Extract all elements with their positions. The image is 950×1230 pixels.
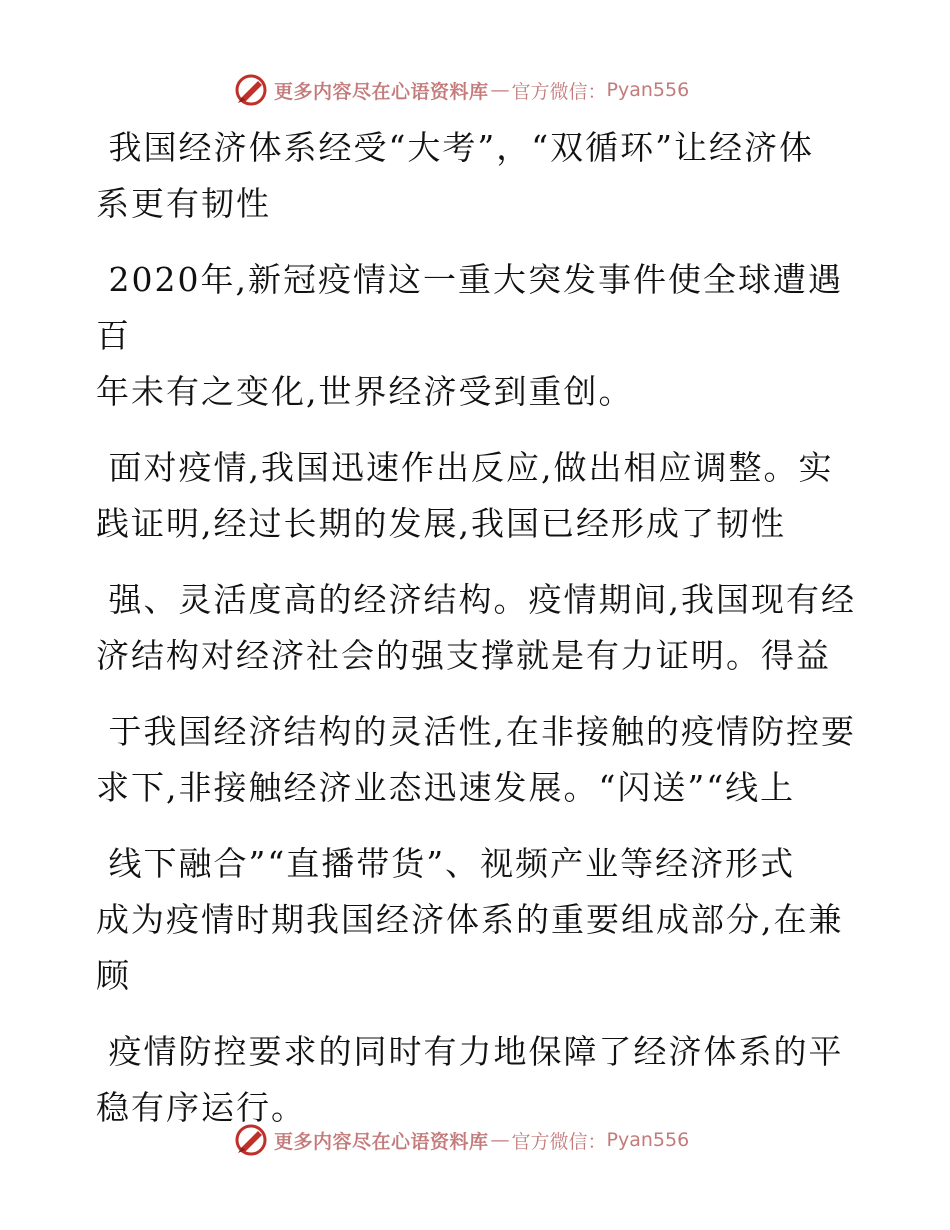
pen-logo-icon [234, 1123, 268, 1157]
watermark-wechat-id: Pyan556 [606, 79, 690, 101]
paragraph: 我国经济体系经受“大考”，“双循环”让经济体 系更有韧性 [96, 128, 814, 223]
paragraph: 面对疫情,我国迅速作出反应,做出相应调整。实 践证明,经过长期的发展,我国已经形成了韧性 [96, 448, 834, 543]
watermark-wechat-id: Pyan556 [606, 1129, 690, 1151]
paragraph: 线下融合”“直播带货”、视频产业等经济形式 成为疫情时期我国经济体系的重要组成部分,在兼 顾 [96, 844, 844, 995]
pen-logo-icon [234, 73, 268, 107]
watermark-dash: — [490, 79, 510, 101]
watermark-site-text: 更多内容尽在心语资料库 [274, 1130, 489, 1153]
watermark-wechat-label: 官方微信： [511, 1130, 607, 1153]
footer-watermark [234, 1122, 689, 1158]
paragraph: 于我国经济结构的灵活性,在非接触的疫情防控要 求下,非接触经济业态迅速发展。“闪送”“线上 [96, 712, 856, 807]
watermark-site-text: 更多内容尽在心语资料库 [274, 80, 489, 103]
paragraph: 强、灵活度高的经济结构。疫情期间,我国现有经 济结构对经济社会的强支撑就是有力证明。得益 [96, 580, 856, 675]
document-body [96, 120, 856, 1156]
paragraph: 疫情防控要求的同时有力地保障了经济体系的平 稳有序运行。 [96, 1032, 844, 1127]
watermark-dash: — [490, 1129, 510, 1151]
paragraph: 2020年,新冠疫情这一重大突发事件使全球遭遇百 年未有之变化,世界经济受到重创。 [96, 260, 843, 411]
watermark-wechat-label: 官方微信： [511, 80, 607, 103]
header-watermark [234, 72, 689, 108]
